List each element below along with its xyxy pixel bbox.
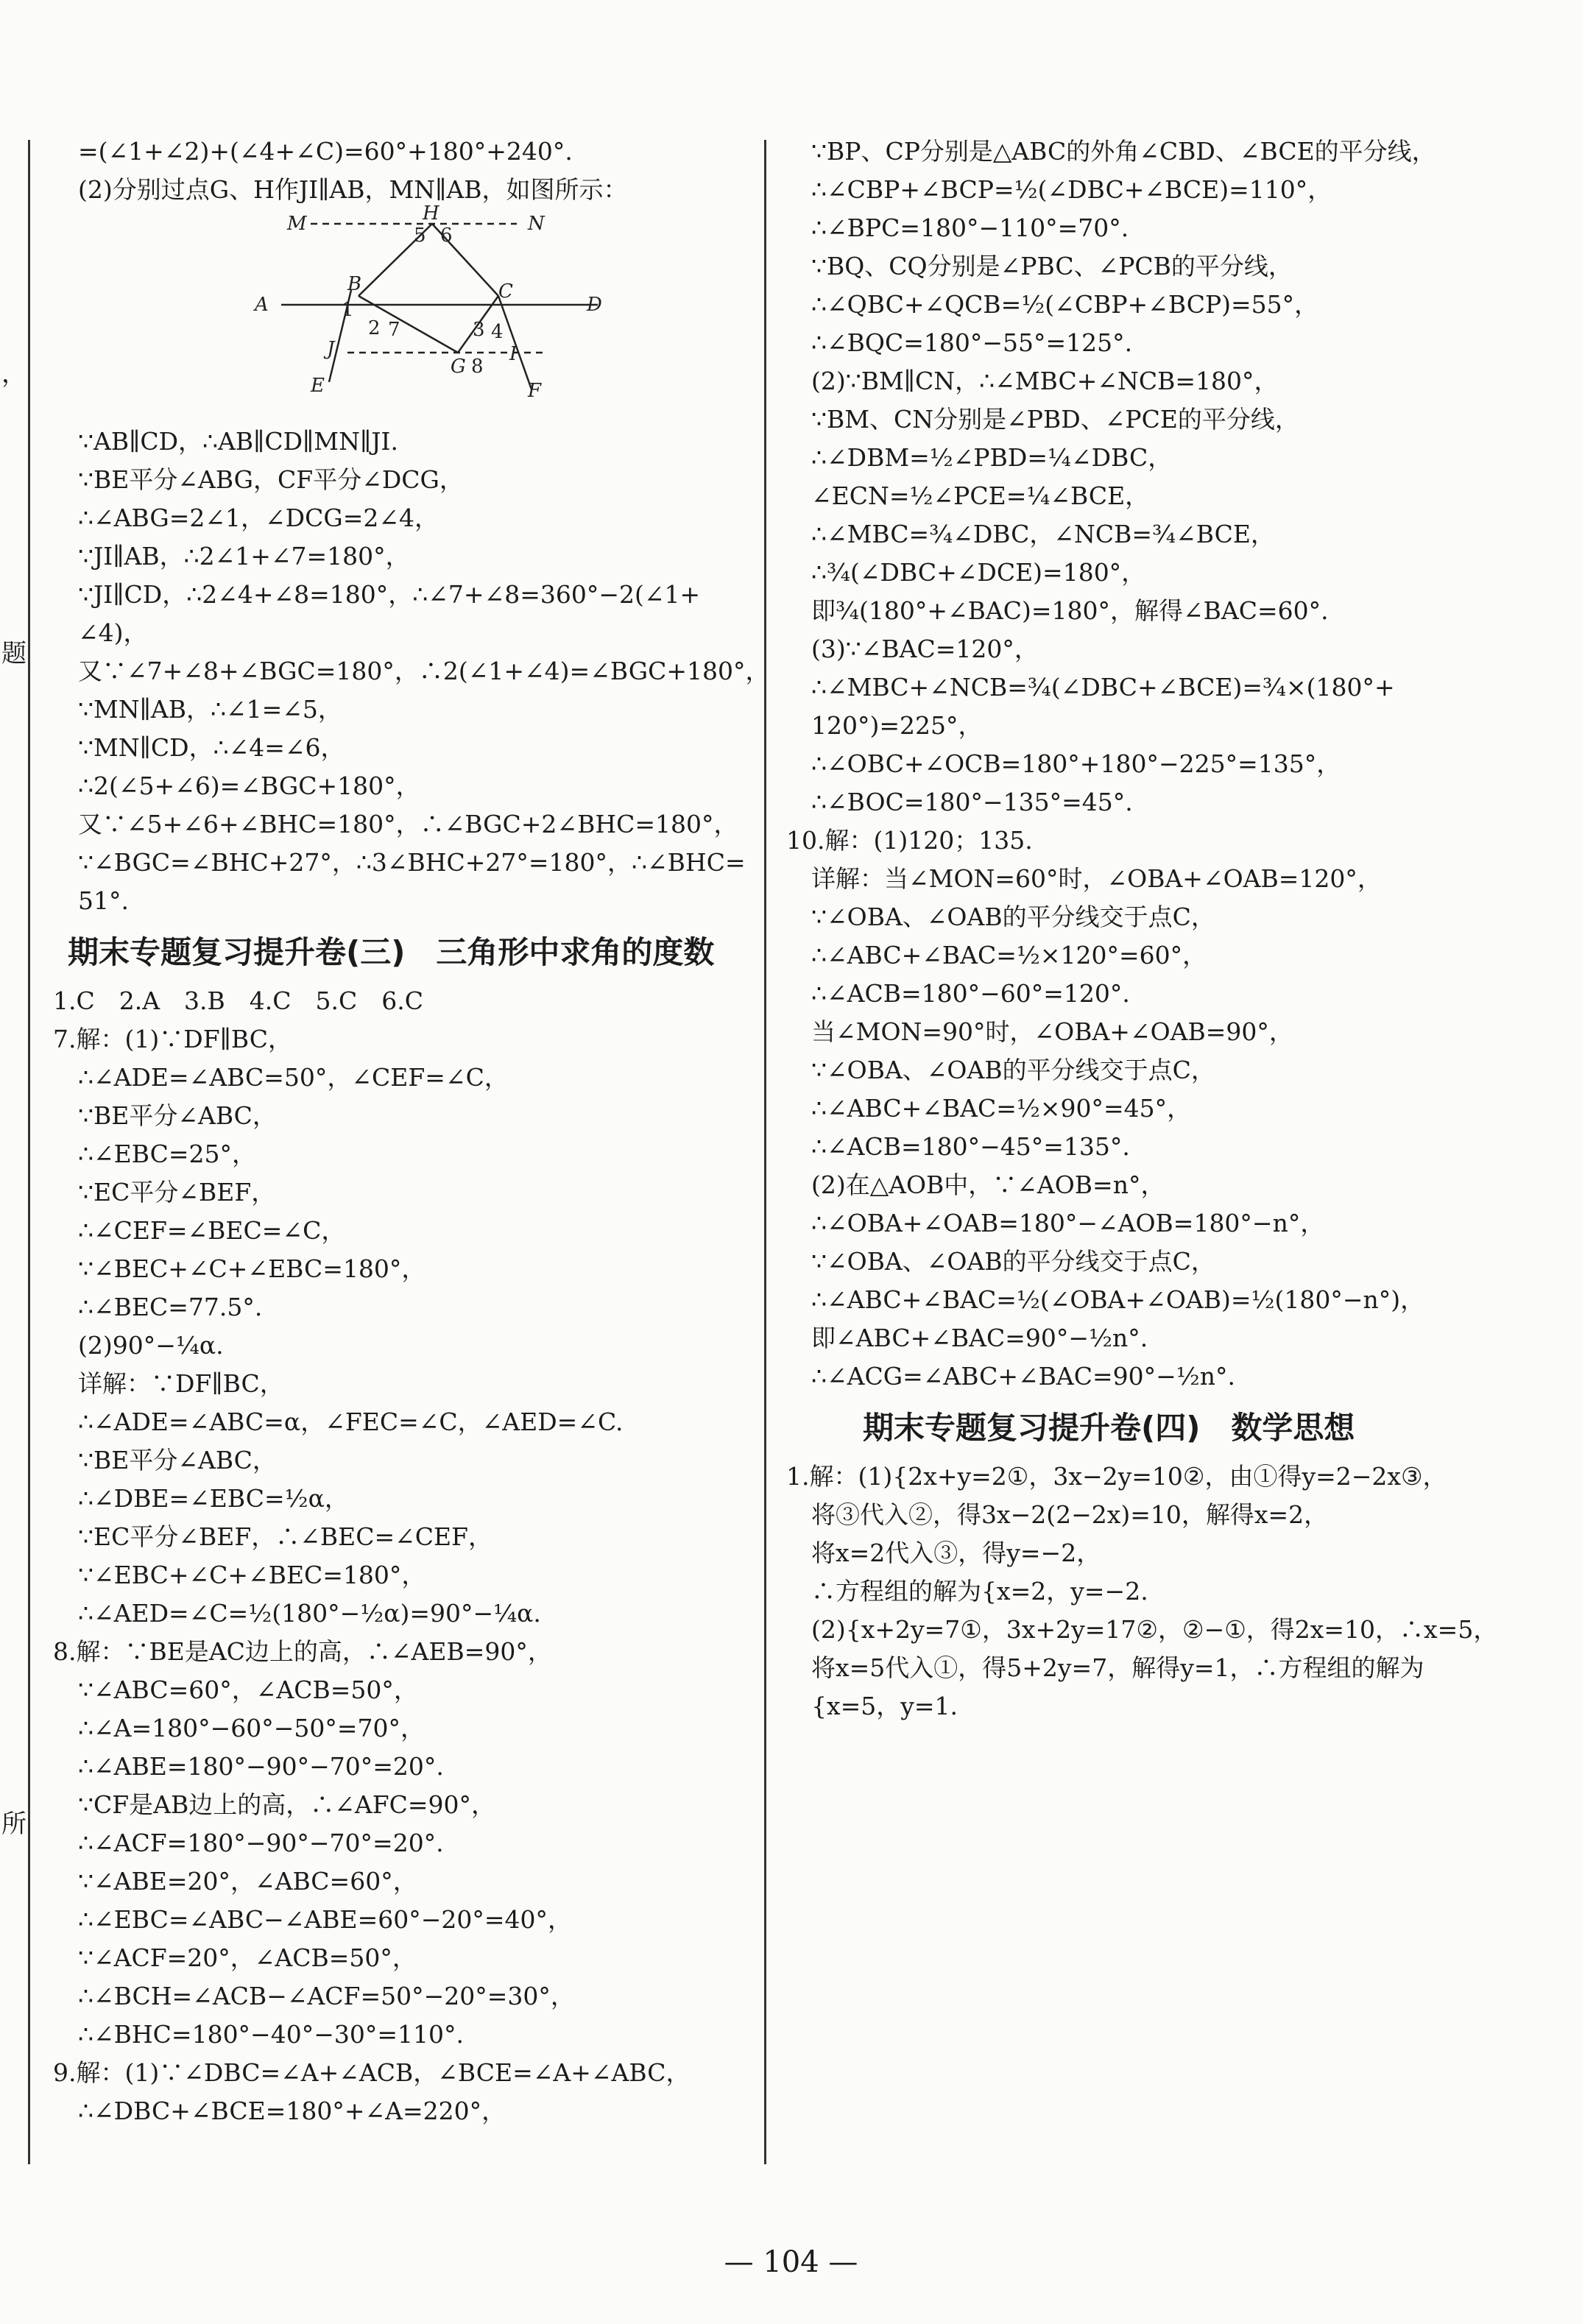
text-line: 1.解：(1){2x+y=2①，3x−2y=10②，由①得y=2−2x③， xyxy=(786,1462,1447,1491)
text-line: ∴∠CEF=∠BEC=∠C， xyxy=(78,1216,346,1245)
text-line: ∴∠ABC+∠BAC=½×120°=60°， xyxy=(811,941,1207,969)
text-line: ∵JI∥AB，∴2∠1+∠7=180°， xyxy=(78,542,410,571)
figure-label: F xyxy=(528,380,542,402)
figure-label: D xyxy=(587,294,602,316)
left-column xyxy=(53,133,770,2130)
section3-answers xyxy=(53,982,752,2130)
text-line: ∴方程组的解为{x=2，y=−2. xyxy=(811,1577,1148,1606)
text-line: ∴∠OBA+∠OAB=180°−∠AOB=180°−n°， xyxy=(811,1209,1325,1237)
text-line: =(∠1+∠2)+(∠4+∠C)=60°+180°+240°. xyxy=(78,137,573,166)
text-line: ∴∠ACB=180°−60°=120°. xyxy=(811,979,1130,1008)
figure-label: B xyxy=(347,273,362,295)
figure-label: 1 xyxy=(342,299,354,321)
text-line: 7.解：(1)∵DF∥BC， xyxy=(53,1025,292,1053)
text-line: ∵∠OBA、∠OAB的平分线交于点C， xyxy=(811,1056,1215,1084)
column-divider xyxy=(764,140,766,2164)
text-line: ∴∠BEC=77.5°. xyxy=(78,1293,263,1321)
text-line: ∴∠QBC+∠QCB=½(∠CBP+∠BCP)=55°， xyxy=(811,290,1319,319)
figure-label: A xyxy=(255,294,269,316)
text-line: ∴∠A=180°−60°−50°=70°， xyxy=(78,1714,425,1742)
figure-label: C xyxy=(498,280,513,303)
parallel-lines-diagram xyxy=(255,202,605,423)
text-line: 又∵∠5+∠6+∠BHC=180°，∴∠BGC+2∠BHC=180°， xyxy=(78,810,738,838)
text-line: ∵JI∥CD，∴2∠4+∠8=180°，∴∠7+∠8=360°−2(∠1+ xyxy=(78,580,701,609)
margin-char: 所 xyxy=(1,1809,27,1839)
text-line: ∵∠BEC+∠C+∠EBC=180°， xyxy=(78,1254,426,1283)
text-line: 51°. xyxy=(78,886,129,915)
figure-label: G xyxy=(451,356,466,378)
text-line: ∵BP、CP分别是△ABC的外角∠CBD、∠BCE的平分线， xyxy=(811,137,1436,166)
text-line: 即∠ABC+∠BAC=90°−½n°. xyxy=(811,1324,1148,1352)
text-line: ∵EC平分∠BEF，∴∠BEC=∠CEF， xyxy=(78,1522,492,1551)
margin-char: ， xyxy=(1,359,27,389)
text-line: 9.解：(1)∵∠DBC=∠A+∠ACB，∠BCE=∠A+∠ABC， xyxy=(53,2058,691,2087)
text-line: ∵∠EBC+∠C+∠BEC=180°， xyxy=(78,1561,426,1589)
text-line: ∴2(∠5+∠6)=∠BGC+180°， xyxy=(78,771,420,800)
text-line: ∵BE平分∠ABC， xyxy=(78,1101,277,1130)
page-number: — 104 — xyxy=(724,2245,858,2279)
text-line: (2)在△AOB中，∵∠AOB=n°， xyxy=(811,1170,1165,1199)
figure-label: M xyxy=(287,213,307,235)
figure-label: 2 xyxy=(368,317,381,339)
text-line: ∴∠ACF=180°−90°−70°=20°. xyxy=(78,1829,444,1857)
text-line: ∠4)， xyxy=(78,618,148,647)
text-line: ∴∠BPC=180°−110°=70°. xyxy=(811,213,1129,242)
right-column xyxy=(786,133,1530,1726)
figure-label: 3 xyxy=(473,319,485,341)
figure-label: N xyxy=(528,213,545,235)
text-line: 将x=5代入①，得5+2y=7，解得y=1，∴方程组的解为 xyxy=(811,1653,1424,1682)
text-line: ∴∠AED=∠C=½(180°−½α)=90°−¼α. xyxy=(78,1599,541,1628)
figure-label: I xyxy=(509,343,518,365)
text-line: ∴∠MBC=¾∠DBC，∠NCB=¾∠BCE， xyxy=(811,520,1275,548)
text-line: {x=5，y=1. xyxy=(811,1692,958,1720)
text-line: 又∵∠7+∠8+∠BGC=180°，∴2(∠1+∠4)=∠BGC+180°， xyxy=(78,657,770,685)
text-line: 将③代入②，得3x−2(2−2x)=10，解得x=2， xyxy=(811,1500,1329,1529)
text-line: ∴∠DBM=½∠PBD=¼∠DBC， xyxy=(811,443,1173,472)
text-line: ∴∠ACB=180°−45°=135°. xyxy=(811,1132,1130,1161)
text-line: ∴∠ADE=∠ABC=α，∠FEC=∠C，∠AED=∠C. xyxy=(78,1408,624,1436)
text-line: 即¾(180°+∠BAC)=180°，解得∠BAC=60°. xyxy=(811,596,1329,625)
figure-label: 6 xyxy=(440,225,453,247)
text-line: ∴∠DBC+∠BCE=180°+∠A=220°， xyxy=(78,2097,506,2125)
text-line: ∴∠CBP+∠BCP=½(∠DBC+∠BCE)=110°， xyxy=(811,175,1332,204)
text-line: 详解：∵DF∥BC， xyxy=(78,1369,284,1398)
section-title: 期末专题复习提升卷(四) 数学思想 xyxy=(863,1410,1355,1446)
text-line: ∵∠OBA、∠OAB的平分线交于点C， xyxy=(811,1247,1215,1276)
figure-label: H xyxy=(423,202,439,225)
text-line: 将x=2代入③，得y=−2， xyxy=(811,1539,1101,1567)
text-line: ∴∠ADE=∠ABC=50°，∠CEF=∠C， xyxy=(78,1063,509,1092)
text-line: ∴∠ABC+∠BAC=½(∠OBA+∠OAB)=½(180°−n°)， xyxy=(811,1285,1425,1314)
geometry-figure xyxy=(53,202,752,423)
text-line: ∴∠ABC+∠BAC=½×90°=45°， xyxy=(811,1094,1192,1123)
text-line: ∵∠OBA、∠OAB的平分线交于点C， xyxy=(811,903,1215,931)
text-line: (2)分别过点G、H作JI∥AB，MN∥AB，如图所示： xyxy=(78,175,628,204)
text-line: ∵∠ACF=20°，∠ACB=50°， xyxy=(78,1943,417,1972)
left-margin-rule xyxy=(28,140,30,2164)
section4-answers xyxy=(786,1458,1530,1726)
text-line: ∴∠ABE=180°−90°−70°=20°. xyxy=(78,1752,444,1781)
text-line: ∴∠EBC=∠ABC−∠ABE=60°−20°=40°， xyxy=(78,1905,572,1934)
text-line: ∵BE平分∠ABC， xyxy=(78,1446,277,1474)
text-line: ∴∠BQC=180°−55°=125°. xyxy=(811,328,1133,357)
text-line: (2)90°−¼α. xyxy=(78,1331,224,1360)
text-line: (3)∵∠BAC=120°， xyxy=(811,635,1039,663)
figure-label: 4 xyxy=(491,321,504,343)
text-line: 1.C 2.A 3.B 4.C 5.C 6.C xyxy=(53,986,423,1015)
text-line: ∵MN∥AB，∴∠1=∠5， xyxy=(78,695,342,724)
text-line: 当∠MON=90°时，∠OBA+∠OAB=90°， xyxy=(811,1017,1293,1046)
text-line: (2){x+2y=7①，3x+2y=17②，②−①，得2x=10，∴x=5， xyxy=(811,1615,1498,1644)
text-line: ∵EC平分∠BEF， xyxy=(78,1178,276,1207)
figure-label: 7 xyxy=(388,319,400,341)
text-line: ∴∠ACG=∠ABC+∠BAC=90°−½n°. xyxy=(811,1362,1235,1391)
text-line: ∵CF是AB边上的高，∴∠AFC=90°， xyxy=(78,1790,495,1819)
text-line: ∴∠EBC=25°， xyxy=(78,1140,256,1168)
text-line: ∵∠ABE=20°，∠ABC=60°， xyxy=(78,1867,417,1896)
text-line: ∴∠ABG=2∠1，∠DCG=2∠4， xyxy=(78,504,439,532)
text-line: ∵AB∥CD，∴AB∥CD∥MN∥JI. xyxy=(78,427,398,456)
text-line: ∵BE平分∠ABG，CF平分∠DCG， xyxy=(78,465,464,494)
text-line: ∴∠BHC=180°−40°−30°=110°. xyxy=(78,2020,464,2049)
text-line: ∴¾(∠DBC+∠DCE)=180°， xyxy=(811,558,1146,587)
text-line: ∴∠BCH=∠ACB−∠ACF=50°−20°=30°， xyxy=(78,1982,575,2010)
margin-char: 题 xyxy=(1,639,27,668)
text-line: 详解：当∠MON=60°时，∠OBA+∠OAB=120°， xyxy=(811,864,1382,893)
figure-label: J xyxy=(327,338,335,360)
text-line: 120°)=225°， xyxy=(811,711,983,740)
text-line: ∵∠ABC=60°，∠ACB=50°， xyxy=(78,1675,418,1704)
text-line: ∠ECN=½∠PCE=¼∠BCE， xyxy=(811,481,1150,510)
text-line: ∵∠BGC=∠BHC+27°，∴3∠BHC+27°=180°，∴∠BHC= xyxy=(78,848,746,877)
proof-block xyxy=(786,133,1530,1396)
figure-label: 5 xyxy=(414,225,426,247)
text-line: 8.解：∵BE是AC边上的高，∴∠AEB=90°， xyxy=(53,1637,552,1666)
figure-label: 8 xyxy=(471,356,484,378)
text-line: ∴∠DBE=∠EBC=½α， xyxy=(78,1484,349,1513)
text-line: ∴∠MBC+∠NCB=¾(∠DBC+∠BCE)=¾×(180°+ xyxy=(811,673,1395,702)
text-line: ∴∠BOC=180°−135°=45°. xyxy=(811,788,1133,816)
text-line: ∵MN∥CD，∴∠4=∠6， xyxy=(78,733,345,762)
proof-block xyxy=(53,423,770,920)
text-line: ∴∠OBC+∠OCB=180°+180°−225°=135°， xyxy=(811,749,1341,778)
text-line: (2)∵BM∥CN，∴∠MBC+∠NCB=180°， xyxy=(811,367,1279,395)
figure-label: E xyxy=(311,375,325,397)
section-title: 期末专题复习提升卷(三) 三角形中求角的度数 xyxy=(68,934,715,970)
text-line: ∵BM、CN分别是∠PBD、∠PCE的平分线， xyxy=(811,405,1299,434)
text-line: 10.解：(1)120；135. xyxy=(786,826,1033,855)
text-line: ∵BQ、CQ分别是∠PBC、∠PCB的平分线， xyxy=(811,252,1293,280)
